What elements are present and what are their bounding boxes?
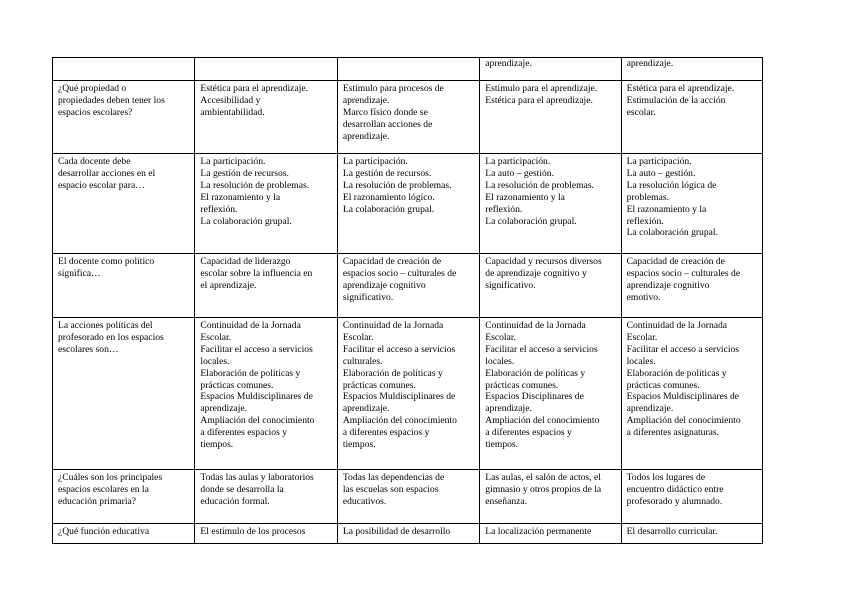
cell-text-line: espacios escolares? xyxy=(58,106,133,118)
table-row xyxy=(53,254,763,318)
question-cell xyxy=(53,58,195,81)
question-cell xyxy=(53,470,195,524)
cell-text-line: significativo. xyxy=(485,279,536,291)
table-row xyxy=(53,524,763,544)
cell-text-line: Espacios Muldisciplinares de xyxy=(626,391,740,403)
cell-text-line: Todas las dependencias de xyxy=(342,472,445,483)
cell-text-line: Capacidad y recursos diversos xyxy=(485,256,602,267)
cell-text-line: Elaboración de políticas y xyxy=(200,367,301,379)
cell-text-line: aprendizaje. xyxy=(626,58,674,69)
cell-text-line: profesorado en los espacios xyxy=(58,331,164,343)
cell-text-line: Espacios Disciplinares de xyxy=(485,391,584,403)
answer-cell xyxy=(480,154,621,254)
cell-text-line: La auto – gestión. xyxy=(485,167,555,179)
cell-text-line: La gestión de recursos. xyxy=(342,167,432,179)
cell-text-line: aprendizaje cognitivo xyxy=(342,279,426,291)
cell-text-line: La colaboración grupal. xyxy=(626,227,718,239)
cell-text-line: Estímulo para el aprendizaje. xyxy=(485,83,598,94)
cell-text-line: Capacidad de creación de xyxy=(342,256,442,267)
answer-cell xyxy=(195,154,337,254)
cell-text-line: las escuelas son espacios xyxy=(342,483,439,495)
cell-text-line: problemas. xyxy=(626,191,669,203)
cell-text-line: Estética para el aprendizaje. xyxy=(485,94,593,106)
answer-cell xyxy=(337,318,479,470)
cell-text-line: educación primaria? xyxy=(58,495,137,507)
cell-text-line: aprendizaje. xyxy=(485,58,532,69)
cell-text-line: El razonamiento lógico. xyxy=(342,191,435,203)
answer-cell xyxy=(480,58,621,81)
cell-text-line: aprendizaje. xyxy=(342,130,390,142)
cell-text-line: aprendizaje. xyxy=(342,94,390,106)
cell-text-line: locales. xyxy=(485,355,515,367)
table-row xyxy=(53,318,763,470)
cell-text-line: Cada docente debe xyxy=(58,156,131,167)
answer-cell xyxy=(480,470,621,524)
cell-text-line: tiempos. xyxy=(485,439,519,451)
cell-text-line: a diferentes espacios y xyxy=(485,427,572,439)
cell-text-line: culturales. xyxy=(342,355,383,367)
answer-cell xyxy=(195,254,337,318)
answer-cell xyxy=(337,81,479,154)
cell-text-line: reflexión. xyxy=(485,203,523,215)
cell-text-line: a diferentes asignaturas. xyxy=(626,427,720,439)
cell-text-line: Todos los lugares de xyxy=(626,472,706,483)
cell-text-line: aprendizaje. xyxy=(200,403,248,415)
cell-text-line: Facilitar el acceso a servicios xyxy=(626,343,740,355)
cell-text-line: Estimulación de la acción xyxy=(626,94,726,106)
cell-text-line: desarrollan acciones de xyxy=(342,118,433,130)
cell-text-line: a diferentes espacios y xyxy=(200,427,287,439)
cell-text-line: reflexión. xyxy=(626,215,664,227)
cell-text-line: ambientabilidad. xyxy=(200,106,265,118)
cell-text-line: desarrollar acciones en el xyxy=(58,167,156,179)
cell-text-line: El razonamiento y la xyxy=(485,191,565,203)
answer-cell xyxy=(337,524,479,544)
answer-cell xyxy=(195,524,337,544)
cell-text-line: Todas las aulas y laboratorios xyxy=(200,472,314,483)
answer-cell xyxy=(480,318,621,470)
cell-text-line: Elaboración de políticas y xyxy=(342,367,443,379)
cell-text-line: La acciones políticas del xyxy=(58,320,153,331)
table-row xyxy=(53,58,763,81)
table-row xyxy=(53,154,763,254)
answer-cell xyxy=(337,470,479,524)
cell-text-line: La colaboración grupal. xyxy=(200,215,292,227)
cell-text-line: El razonamiento y la xyxy=(626,203,707,215)
cell-text-line: Elaboración de políticas y xyxy=(485,367,586,379)
comparison-table xyxy=(52,57,763,544)
cell-text-line: aprendizaje. xyxy=(485,403,532,415)
cell-text-line: escolar sobre la influencia en xyxy=(200,267,313,279)
cell-text-line: La resolución de problemas. xyxy=(200,179,310,191)
cell-text-line: Espacios Muldisciplinares de xyxy=(342,391,456,403)
cell-text-line: ¿Qué propiedad o xyxy=(58,83,127,94)
answer-cell xyxy=(621,524,762,544)
cell-text-line: espacios socio – culturales de xyxy=(342,267,457,279)
cell-text-line: La participación. xyxy=(342,156,408,167)
question-cell xyxy=(53,254,195,318)
cell-text-line: La resolución lógica de xyxy=(626,179,717,191)
cell-text-line: Escolar. xyxy=(342,331,374,343)
cell-text-line: Facilitar el acceso a servicios xyxy=(485,343,598,355)
question-cell xyxy=(53,318,195,470)
cell-text-line: Facilitar el acceso a servicios xyxy=(342,343,456,355)
cell-text-line: espacios escolares en la xyxy=(58,483,149,495)
cell-text-line: Marco físico donde se xyxy=(342,106,428,118)
cell-text-line: El docente como político xyxy=(58,256,155,267)
cell-text-line: La participación. xyxy=(485,156,551,167)
answer-cell xyxy=(337,58,479,81)
cell-text-line: tiempos. xyxy=(200,439,234,451)
cell-text-line: La localización permanente xyxy=(485,526,592,537)
cell-text-line: Estética para el aprendizaje. xyxy=(200,83,309,94)
cell-text-line: profesorado y alumnado. xyxy=(626,495,723,507)
cell-text-line: El razonamiento y la xyxy=(200,191,281,203)
cell-text-line: La colaboración grupal. xyxy=(342,203,435,215)
cell-text-line: ¿Cuáles son los principales xyxy=(58,472,163,483)
cell-text-line: El estímulo de los procesos xyxy=(200,526,306,537)
cell-text-line: escolar. xyxy=(626,106,656,118)
cell-text-line: Ampliación del conocimiento xyxy=(200,415,315,427)
cell-text-line: Facilitar el acceso a servicios xyxy=(200,343,313,355)
cell-text-line: reflexión. xyxy=(200,203,238,215)
cell-text-line: Escolar. xyxy=(626,331,658,343)
cell-text-line: escolares son… xyxy=(58,343,119,355)
cell-text-line: La gestión de recursos. xyxy=(200,167,289,179)
cell-text-line: Escolar. xyxy=(485,331,516,343)
table-row xyxy=(53,81,763,154)
cell-text-line: La resolución de problemas. xyxy=(485,179,594,191)
table-row xyxy=(53,470,763,524)
cell-text-line: Las aulas, el salón de actos, el xyxy=(485,472,601,483)
cell-text-line: prácticas comunes. xyxy=(626,379,700,391)
cell-text-line: La resolución de problemas. xyxy=(342,179,452,191)
cell-text-line: locales. xyxy=(200,355,230,367)
cell-text-line: aprendizaje cognitivo xyxy=(626,279,710,291)
cell-text-line: La posibilidad de desarrollo xyxy=(342,526,451,537)
cell-text-line: a diferentes espacios y xyxy=(342,427,430,439)
cell-text-line: emotivo. xyxy=(626,291,661,303)
cell-text-line: el aprendizaje. xyxy=(200,279,257,291)
answer-cell xyxy=(480,254,621,318)
cell-text-line: Capacidad de creación de xyxy=(626,256,725,267)
answer-cell xyxy=(195,58,337,81)
answer-cell xyxy=(480,81,621,154)
cell-text-line: prácticas comunes. xyxy=(485,379,559,391)
cell-text-line: Ampliación del conocimiento xyxy=(342,415,457,427)
cell-text-line: Continuidad de la Jornada xyxy=(342,320,444,331)
cell-text-line: Espacios Muldisciplinares de xyxy=(200,391,313,403)
cell-text-line: Elaboración de políticas y xyxy=(626,367,727,379)
cell-text-line: Accesibilidad y xyxy=(200,94,261,106)
question-cell xyxy=(53,154,195,254)
cell-text-line: tiempos. xyxy=(342,439,376,451)
cell-text-line: de aprendizaje cognitivo y xyxy=(485,267,587,279)
cell-text-line: Continuidad de la Jornada xyxy=(485,320,586,331)
cell-text-line: propiedades deben tener los xyxy=(58,94,165,106)
question-cell xyxy=(53,524,195,544)
cell-text-line: Continuidad de la Jornada xyxy=(626,320,728,331)
cell-text-line: La participación. xyxy=(626,156,692,167)
answer-cell xyxy=(621,318,762,470)
answer-cell xyxy=(337,154,479,254)
cell-text-line: significa… xyxy=(58,267,101,279)
cell-text-line: educativos. xyxy=(342,495,387,507)
answer-cell xyxy=(621,154,762,254)
answer-cell xyxy=(195,470,337,524)
answer-cell xyxy=(480,524,621,544)
cell-text-line: Ampliación del conocimiento xyxy=(485,415,600,427)
answer-cell xyxy=(337,254,479,318)
cell-text-line: La participación. xyxy=(200,156,266,167)
cell-text-line: prácticas comunes. xyxy=(342,379,416,391)
cell-text-line: La auto – gestión. xyxy=(626,167,696,179)
cell-text-line: El desarrollo curricular. xyxy=(626,526,718,537)
cell-text-line: gimnasio y otros propios de la xyxy=(485,483,602,495)
answer-cell xyxy=(621,254,762,318)
answer-cell xyxy=(195,81,337,154)
answer-cell xyxy=(621,81,762,154)
cell-text-line: enseñanza. xyxy=(485,495,528,507)
cell-text-line: espacios socio – culturales de xyxy=(626,267,741,279)
cell-text-line: significativo. xyxy=(342,291,394,303)
answer-cell xyxy=(195,318,337,470)
cell-text-line: Ampliación del conocimiento xyxy=(626,415,741,427)
question-cell xyxy=(53,81,195,154)
table-body xyxy=(53,58,763,544)
cell-text-line: ¿Qué función educativa xyxy=(58,526,150,537)
cell-text-line: donde se desarrolla la xyxy=(200,483,284,495)
cell-text-line: encuentro didáctico entre xyxy=(626,483,724,495)
cell-text-line: Capacidad de liderazgo xyxy=(200,256,291,267)
answer-cell xyxy=(621,470,762,524)
cell-text-line: Continuidad de la Jornada xyxy=(200,320,301,331)
cell-text-line: Escolar. xyxy=(200,331,232,343)
cell-text-line: locales. xyxy=(626,355,656,367)
cell-text-line: Estímulo para procesos de xyxy=(342,83,444,94)
cell-text-line: La colaboración grupal. xyxy=(485,215,577,227)
cell-text-line: aprendizaje. xyxy=(626,403,674,415)
cell-text-line: prácticas comunes. xyxy=(200,379,274,391)
cell-text-line: aprendizaje. xyxy=(342,403,390,415)
answer-cell xyxy=(621,58,762,81)
cell-text-line: espacio escolar para… xyxy=(58,179,145,191)
cell-text-line: educación formal. xyxy=(200,495,270,507)
cell-text-line: Estética para el aprendizaje. xyxy=(626,83,735,94)
